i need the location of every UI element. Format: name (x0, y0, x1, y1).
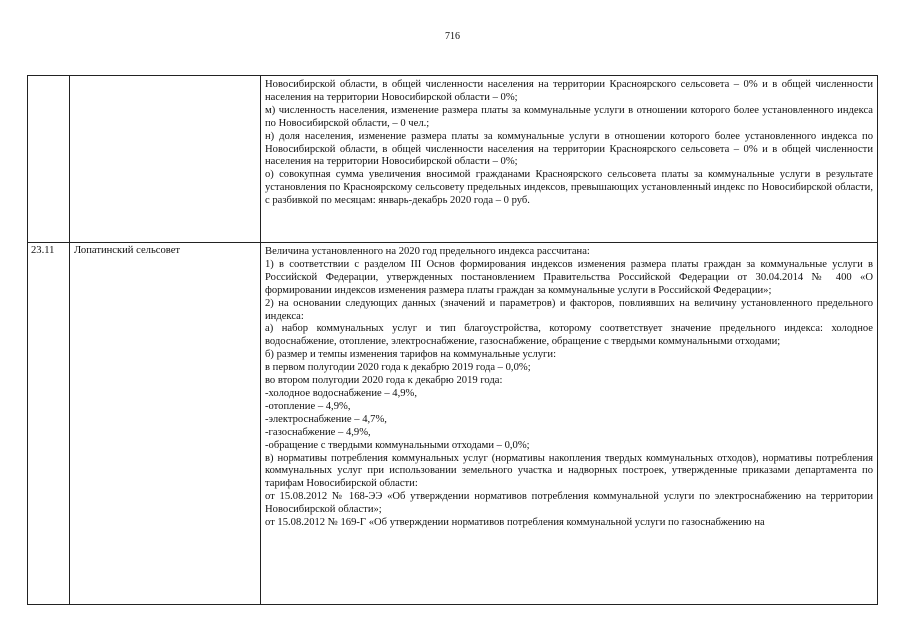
municipality-cell: Лопатинский сельсовет (70, 243, 261, 605)
paragraph: 1) в соответствии с разделом III Основ формирования индексов изменения размера платы граждан за коммунальные услуги в Российской Федерации, утвержденных постановлением Правительства Российской Федерации от 30.04.2014 № 400 «О формировании индексов изменения размера платы граждан за коммунальные услуги в Российской Федерации»; (265, 258, 873, 296)
paragraph: -обращение с твердыми коммунальными отходами – 0,0%; (265, 439, 530, 451)
paragraph: -холодное водоснабжение – 4,9%, (265, 387, 417, 399)
paragraph: Новосибирской области, в общей численности населения на территории Красноярского сельсовета – 0% и в общей численности населения на территории Новосибирской области – 0%; (265, 79, 873, 103)
paragraph: о) совокупная сумма увеличения вносимой гражданами Красноярского сельсовета платы за коммунальные услуги в результате установления по Красноярскому сельсовету предельных индексов, превышающих установленный индекс по Новосибирской области, с разбивкой по месяцам: январь-декабрь 2020 года – 0 руб. (265, 169, 873, 207)
paragraph: -газоснабжение – 4,9%, (265, 426, 371, 438)
paragraph: а) набор коммунальных услуг и тип благоустройства, которому соответствует значение предельного индекса: холодное водоснабжение, отопление, электроснабжение, газоснабжение, обращение с твердыми коммунальными отходами; (265, 323, 873, 348)
index-table (27, 75, 878, 605)
paragraph: во втором полугодии 2020 года к декабрю 2019 года: (265, 375, 503, 387)
paragraph: от 15.08.2012 № 168-ЭЭ «Об утверждении нормативов потребления коммунальной услуги по электроснабжению на территории Новосибирской области»; (265, 491, 873, 516)
paragraph: м) численность населения, изменение размера платы за коммунальные услуги в отношении которого более установленного индекса по Новосибирской области, – 0 чел.; (265, 104, 873, 129)
row-number-cell: 23.11 (28, 243, 70, 605)
paragraph: от 15.08.2012 № 169-Г «Об утверждении нормативов потребления коммунальной услуги по газоснабжению на (265, 517, 765, 529)
table-row (28, 243, 878, 605)
paragraph: -электроснабжение – 4,7%, (265, 413, 387, 425)
municipality-cell (70, 76, 261, 243)
page-number: 716 (445, 31, 460, 42)
paragraph: н) доля населения, изменение размера платы за коммунальные услуги в отношении которого более установленного индекса по Новосибирской области, в общей численности населения на территории Красноярского сельсовета – 0% и в общей численности населения на территории Новосибирской области – 0%; (265, 130, 873, 168)
paragraph: 2) на основании следующих данных (значений и параметров) и факторов, повлиявших на величину установленного предельного индекса: (265, 297, 873, 322)
table-row (28, 76, 878, 243)
paragraph: в) нормативы потребления коммунальных услуг (нормативы накопления твердых коммунальных отходов), нормативы потребления коммунальных услуг при использовании земельного участка и надворных построек, утвержденные приказами департамента по тарифам Новосибирской области: (265, 452, 873, 490)
description-cell (261, 243, 878, 605)
row-number-cell (28, 76, 70, 243)
paragraph: в первом полугодии 2020 года к декабрю 2019 года – 0,0%; (265, 362, 531, 374)
description-cell (261, 76, 878, 243)
paragraph: Величина установленного на 2020 год предельного индекса рассчитана: (265, 246, 590, 257)
paragraph: б) размер и темпы изменения тарифов на коммунальные услуги: (265, 349, 557, 361)
paragraph: -отопление – 4,9%, (265, 400, 351, 412)
